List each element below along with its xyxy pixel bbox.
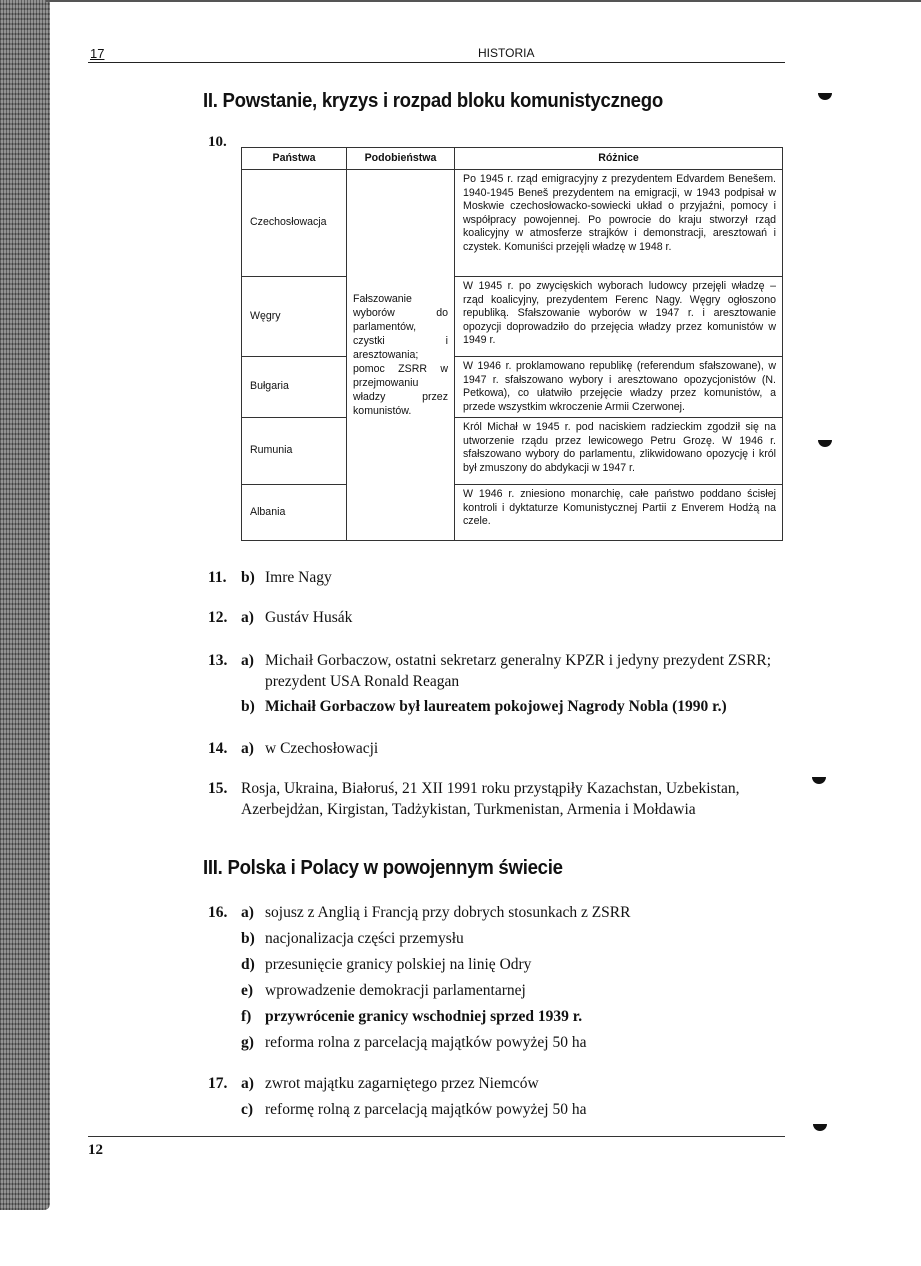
answer-number: 14. — [208, 740, 228, 757]
state-cell: Węgry — [242, 277, 347, 357]
answer-letter: f) — [241, 1008, 252, 1025]
answer-text: Michaił Gorbaczow, ostatni sekretarz generalny KPZR i jedyny prezydent ZSRR; prezydent USA Ronald Reagan — [265, 652, 772, 690]
state-cell: Albania — [242, 485, 347, 541]
column-header-similarities: Podobieństwa — [347, 148, 455, 170]
table-row — [242, 277, 783, 357]
section-3-title: III. Polska i Polacy w powojennym świecie — [203, 857, 563, 879]
answer-text: Imre Nagy — [265, 569, 332, 586]
scan-binding-edge — [0, 0, 50, 1210]
answer-15 — [208, 778, 788, 820]
running-head-title: HISTORIA — [478, 46, 535, 60]
section-2-title: II. Powstanie, kryzys i rozpad bloku komunistycznego — [203, 90, 663, 112]
check-mark-icon — [812, 777, 826, 784]
answer-text: nacjonalizacja części przemysłu — [265, 930, 464, 947]
answer-letter: a) — [241, 904, 254, 921]
check-mark-icon — [813, 1124, 827, 1131]
answer-text: Gustáv Husák — [265, 609, 353, 626]
answer-letter: c) — [241, 1101, 254, 1118]
answer-letter: a) — [241, 652, 254, 669]
differences-cell: W 1946 r. zniesiono monarchię, całe państwo poddano ścisłej kontroli i dyktaturze Komunistycznej Partii z Enverem Hodżą na czele. — [455, 485, 783, 541]
table-header-row — [242, 148, 783, 170]
answer-text: w Czechosłowacji — [265, 740, 379, 757]
answer-text: zwrot majątku zagarniętego przez Niemców — [265, 1075, 539, 1092]
answer-letter: b) — [241, 930, 255, 947]
answer-letter: b) — [241, 569, 255, 586]
answer-number: 17. — [208, 1075, 228, 1092]
answer-text: przywrócenie granicy wschodniej sprzed 1939 r. — [265, 1008, 583, 1025]
answer-number: 16. — [208, 904, 228, 921]
answer-16-item — [241, 954, 531, 975]
column-header-differences: Różnice — [455, 148, 783, 170]
question-10-number: 10. — [208, 134, 227, 150]
answer-13 — [208, 650, 788, 692]
answer-number: 11. — [208, 569, 227, 586]
answer-text: Rosja, Ukraina, Białoruś, 21 XII 1991 roku przystąpiły Kazachstan, Uzbekistan, Azerbejdżan, Kirgistan, Tadżykistan, Turkmenistan, Armenia i Mołdawia — [241, 780, 740, 818]
answer-number: 15. — [208, 780, 228, 797]
answer-16-item — [241, 980, 526, 1001]
state-cell: Rumunia — [242, 418, 347, 485]
check-mark-icon — [818, 440, 832, 447]
table-row — [242, 170, 783, 277]
answer-letter: a) — [241, 740, 254, 757]
scan-top-rule — [46, 0, 921, 2]
answer-letter: d) — [241, 956, 255, 973]
header-rule — [88, 62, 785, 63]
answer-17-item — [241, 1099, 586, 1120]
answer-13-b — [241, 696, 727, 717]
differences-cell: W 1945 r. po zwycięskich wyborach ludowcy przejęli władzę – rząd koalicyjny, prezydentem Ferenc Nagy. Węgry ogłoszono republiką. Sfałszowanie wyborów w 1947 r. i aresztowanie opozycji doprowadziło do przejęcia władzy przez komunistów w 1949 r. — [455, 277, 783, 357]
answer-12 — [208, 607, 352, 628]
answer-11 — [208, 567, 332, 588]
page-number: 12 — [88, 1142, 103, 1158]
similarities-text: Fałszowanie wyborów do parlamentów, czystki i aresztowania; pomoc ZSRR w przejmowaniu władzy przez komunistów. — [353, 293, 448, 417]
answer-letter: g) — [241, 1034, 254, 1051]
footer-rule — [88, 1136, 785, 1137]
answer-16-item — [241, 1006, 582, 1027]
column-header-states: Państwa — [242, 148, 347, 170]
answer-letter: a) — [241, 609, 254, 626]
answer-text: reforma rolna z parcelacją majątków powyżej 50 ha — [265, 1034, 587, 1051]
answer-16 — [208, 902, 630, 923]
state-cell: Bułgaria — [242, 357, 347, 418]
differences-cell: W 1946 r. proklamowano republikę (referendum sfałszowane), w 1947 r. sfałszowano wybory i aresztowano opozycjonistów (N. Petkowa), co ułatwiło przejęcie władzy przez komunistów, a przede wszystkim wkroczenie Armii Czerwonej. — [455, 357, 783, 418]
table-row — [242, 485, 783, 541]
answer-16-item — [241, 1032, 586, 1053]
answer-text: sojusz z Anglią i Francją przy dobrych stosunkach z ZSRR — [265, 904, 631, 921]
table-row — [242, 418, 783, 485]
answer-14 — [208, 738, 378, 759]
answer-17 — [208, 1073, 539, 1094]
answer-letter: a) — [241, 1075, 254, 1092]
answer-16-item — [241, 928, 464, 949]
table-row — [242, 357, 783, 418]
answer-text: Michaił Gorbaczow był laureatem pokojowej Nagrody Nobla (1990 r.) — [265, 698, 727, 715]
state-cell: Czechosłowacja — [242, 170, 347, 277]
differences-cell: Król Michał w 1945 r. pod naciskiem radzieckim zgodził się na utworzenie rządu przez lewicowego Petru Grozę. W 1946 r. sfałszowano wybory do parlamentu, zlikwidowano opozycję i król był zmuszony do abdykacji w 1947 r. — [455, 418, 783, 485]
answer-text: reformę rolną z parcelacją majątków powyżej 50 ha — [265, 1101, 587, 1118]
similarities-cell — [347, 170, 455, 541]
running-head-number: 17 — [90, 46, 105, 61]
answer-text: przesunięcie granicy polskiej na linię Odry — [265, 956, 532, 973]
differences-cell: Po 1945 r. rząd emigracyjny z prezydentem Edvardem Benešem. 1940-1945 Beneš prezydentem na emigracji, w 1943 podpisał w Moskwie czechosłowacko-sowiecki układ o przyjaźni, pomocy i współpracy powojennej. Po powrocie do kraju stworzył rząd koalicyjny w atmosferze strajków i demonstracji, aresztowań i czystek. Komuniści przejęli władzę w 1948 r. — [455, 170, 783, 277]
answer-number: 12. — [208, 609, 228, 626]
comparison-table — [241, 147, 783, 541]
answer-number: 13. — [208, 652, 228, 669]
answer-text: wprowadzenie demokracji parlamentarnej — [265, 982, 526, 999]
answer-letter: e) — [241, 982, 254, 999]
answer-letter: b) — [241, 698, 255, 715]
check-mark-icon — [818, 93, 832, 100]
